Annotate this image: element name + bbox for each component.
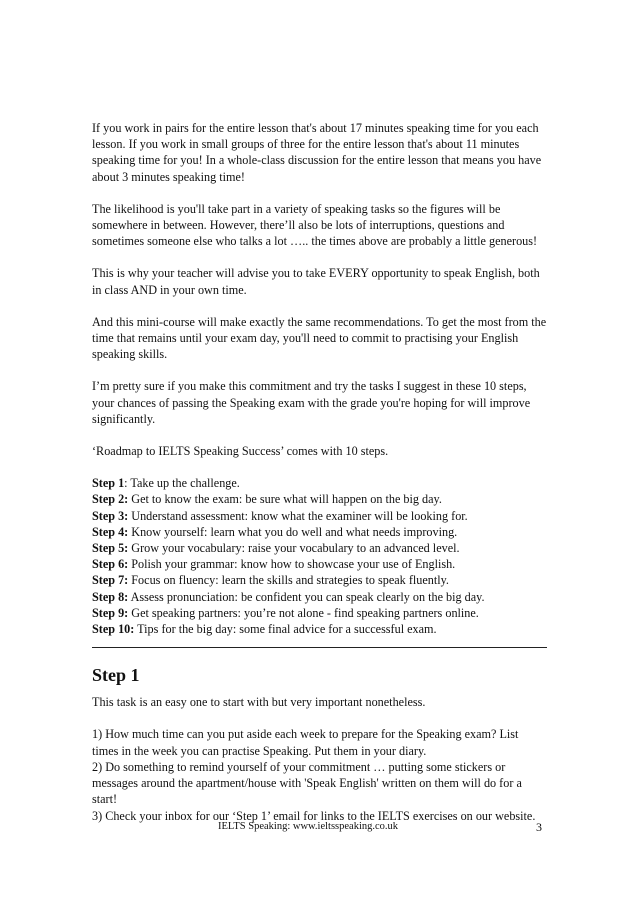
step-text: Focus on fluency: learn the skills and strategies to speak fluently. [128, 573, 449, 588]
step-item [92, 556, 547, 572]
step-label: Step 2: [92, 492, 129, 507]
step-label: Step 10: [92, 622, 135, 637]
step-label: Step 8: [92, 589, 129, 604]
step-item [92, 540, 547, 556]
step-item [92, 491, 547, 507]
task-item: 3) Check your inbox for our ‘Step 1’ email for links to the IELTS exercises on our website. [92, 808, 536, 823]
step-text: Tips for the big day: some final advice for a successful exam. [134, 622, 437, 637]
task-item: 2) Do something to remind yourself of your commitment … putting some stickers or messages around the apartment/house with 'Speak English' written on them will do for a start! [92, 759, 522, 807]
step-item [92, 572, 547, 588]
step-text: Get speaking partners: you’re not alone - find speaking partners online. [128, 605, 479, 620]
step-text: Grow your vocabulary: raise your vocabulary to an advanced level. [128, 541, 460, 556]
step-text: Know yourself: learn what you do well and what needs improving. [128, 524, 458, 539]
step-text: Assess pronunciation: be confident you can speak clearly on the big day. [128, 589, 485, 604]
paragraph-mini-course: And this mini-course will make exactly the same recommendations. To get the most from the time that remains until your exam day, you'll need to commit to practising your English speaking skills. [92, 314, 547, 362]
step-text: Polish your grammar: know how to showcase your use of English. [128, 557, 456, 572]
paragraph-commitment: I’m pretty sure if you make this commitment and try the tasks I suggest in these 10 steps, your chances of passing the Speaking exam with the grade you're hoping for will improve significantly. [92, 379, 531, 426]
paragraph-likelihood: The likelihood is you'll take part in a variety of speaking tasks so the figures will be somewhere in between. However, there’ll also be lots of interruptions, questions and sometimes someone else who talks a lot ….. the times above are probably a little generous! [92, 201, 538, 249]
step-item [92, 589, 547, 605]
task-item: 1) How much time can you put aside each week to prepare for the Speaking exam? List times in the week you can practise Speaking. Put them in your diary. [92, 727, 519, 758]
step-label: Step 4: [92, 524, 129, 539]
step-label: Step 1 [92, 476, 125, 491]
footer-website: IELTS Speaking: www.ieltsspeaking.co.uk [218, 821, 399, 832]
step-item [92, 621, 547, 637]
task-list [92, 726, 547, 823]
paragraph-teacher-advice: This is why your teacher will advise you to take EVERY opportunity to speak English, both in class AND in your own time. [92, 266, 540, 297]
section-divider [92, 647, 547, 648]
step-item [92, 508, 547, 524]
section-heading: Step 1 [92, 665, 140, 686]
step-label: Step 5: [92, 541, 129, 556]
page-number: 3 [536, 820, 542, 834]
section-intro: This task is an easy one to start with but very important nonetheless. [92, 695, 426, 710]
document-page [92, 120, 547, 824]
step-label: Step 6: [92, 557, 129, 572]
step-item [92, 524, 547, 540]
paragraph-roadmap: ‘Roadmap to IELTS Speaking Success’ comes with 10 steps. [92, 444, 389, 459]
step-text: Get to know the exam: be sure what will happen on the big day. [128, 492, 442, 507]
step-label: Step 9: [92, 605, 129, 620]
step-text: : Take up the challenge. [124, 476, 240, 491]
step-item [92, 605, 547, 621]
steps-list [92, 475, 547, 637]
step-text: Understand assessment: know what the examiner will be looking for. [128, 508, 468, 523]
step-label: Step 7: [92, 573, 129, 588]
step-item [92, 475, 547, 491]
step-label: Step 3: [92, 508, 129, 523]
paragraph-speaking-time: If you work in pairs for the entire lesson that's about 17 minutes speaking time for you each lesson. If you work in small groups of three for the entire lesson that's about 11 minutes speaking time for you! In a whole-class discussion for the entire lesson that means you have about 3 minutes speaking time! [92, 121, 542, 184]
